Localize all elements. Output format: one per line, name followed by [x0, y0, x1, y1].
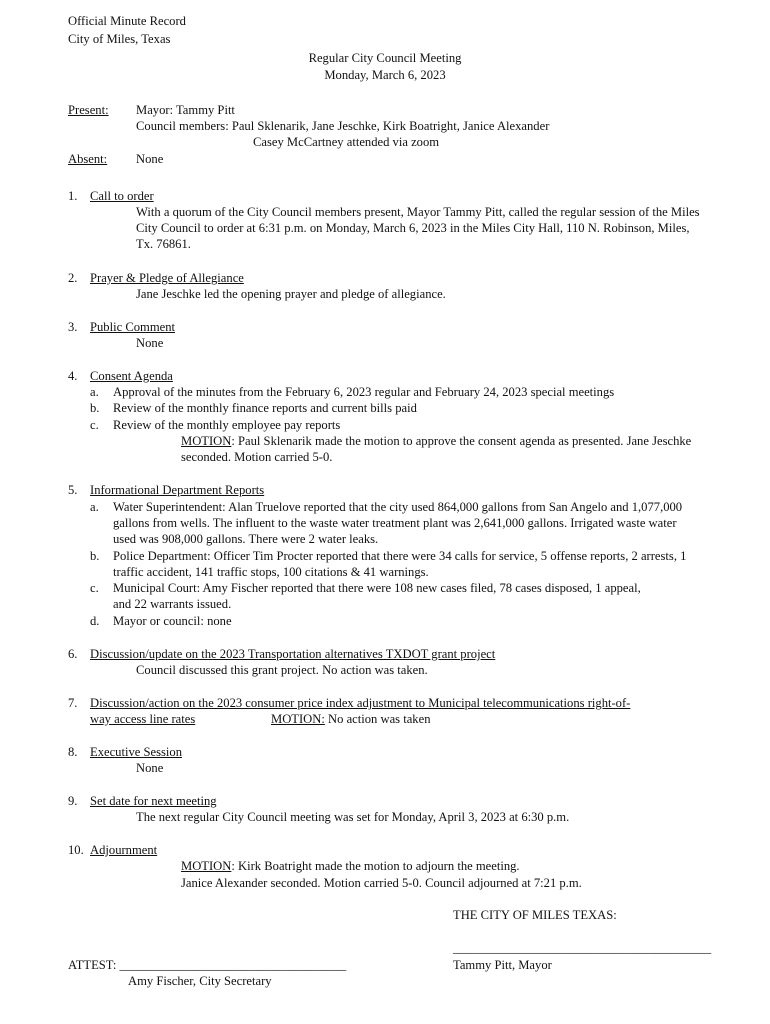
item-title-call-to-order: Call to order: [90, 189, 154, 203]
water-report: Water Superintendent: Alan Truelove reported that the city used 864,000 gallons from San Angelo and 1,077,000 gallons from wells. The influent to the waste water treatment plant was 2,641,000 gallons. Irrigated waste water used was 908,000 gallons. There were 2 water leaks.: [113, 500, 683, 547]
item-title-cpi-adjustment: Discussion/action on the 2023 consumer price index adjustment to Municipal telecommunications right-of-: [90, 696, 631, 710]
item-title-public-comment: Public Comment: [90, 320, 176, 334]
court-report: Municipal Court: Amy Fischer reported that there were 108 new cases filed, 78 cases disposed, 1 appeal, and 22 warrants issued.: [113, 581, 641, 612]
consent-motion: [181, 433, 708, 465]
list-letter: a.: [90, 385, 99, 399]
item-number: 2.: [68, 271, 78, 285]
list-letter: a.: [90, 500, 99, 514]
list-letter: d.: [90, 614, 100, 628]
item-title-prayer: Prayer & Pledge of Allegiance: [90, 271, 244, 285]
council-report: Mayor or council: none: [113, 614, 232, 628]
item-number: 7.: [68, 696, 78, 710]
list-letter: b.: [90, 549, 100, 563]
consent-item-c: Review of the monthly employee pay reports: [113, 418, 341, 432]
item-title-consent-agenda: Consent Agenda: [90, 369, 173, 383]
zoom-attendee: Casey McCartney attended via zoom: [253, 135, 440, 149]
city-signature-heading: THE CITY OF MILES TEXAS:: [453, 908, 617, 922]
item-title-executive-session: Executive Session: [90, 745, 182, 759]
absent-value: None: [136, 152, 164, 166]
item-number: 4.: [68, 369, 78, 383]
motion-text: : Paul Sklenarik made the motion to approve the consent agenda as presented. Jane Jeschke seconded. Motion carried 5-0.: [181, 434, 692, 465]
item-number: 3.: [68, 320, 78, 334]
motion-text: : Kirk Boatright made the motion to adjourn the meeting.: [231, 859, 520, 873]
item-number: 5.: [68, 483, 78, 497]
city-name: City of Miles, Texas: [68, 32, 171, 46]
consent-item-a: Approval of the minutes from the February 6, 2023 regular and February 24, 2023 special meetings: [113, 385, 615, 399]
meeting-title: Regular City Council Meeting: [308, 51, 462, 65]
item-number: 1.: [68, 189, 78, 203]
item-title-next-meeting: Set date for next meeting: [90, 794, 217, 808]
motion-label: MOTION:: [271, 712, 325, 726]
police-report: Police Department: Officer Tim Procter reported that there were 34 calls for service, 5 offense reports, 2 arrests, 1 traffic accident, 141 traffic stops, 100 citations & 41 warnings.: [113, 549, 687, 580]
consent-item-b: Review of the monthly finance reports and current bills paid: [113, 401, 417, 415]
motion-label: MOTION: [181, 434, 232, 448]
cpi-motion: [271, 711, 431, 727]
present-label: Present:: [68, 103, 109, 117]
public-comment-text: None: [136, 336, 164, 350]
item-title-cpi-adjustment-cont: way access line rates: [90, 712, 196, 726]
list-letter: c.: [90, 418, 99, 432]
call-to-order-text: With a quorum of the City Council members present, Mayor Tammy Pitt, called the regular session of the Miles City Council to order at 6:31 p.m. on Monday, March 6, 2023 in the Miles City Hall, 110 N. Robinson, Miles, Tx. 76861.: [136, 205, 700, 252]
secretary-name: Amy Fischer, City Secretary: [128, 974, 272, 988]
mayor-signature-line: _________________________________________: [453, 941, 712, 955]
item-title-txdot-grant: Discussion/update on the 2023 Transportation alternatives TXDOT grant project: [90, 647, 496, 661]
item-title-department-reports: Informational Department Reports: [90, 483, 265, 497]
absent-label: Absent:: [68, 152, 108, 166]
list-letter: c.: [90, 581, 99, 595]
motion-label: MOTION: [181, 859, 232, 873]
txdot-grant-text: Council discussed this grant project. No action was taken.: [136, 663, 428, 677]
mayor-name: Tammy Pitt, Mayor: [453, 958, 552, 972]
record-title: Official Minute Record: [68, 14, 186, 28]
item-number: 8.: [68, 745, 78, 759]
item-title-adjournment: Adjournment: [90, 843, 158, 857]
item-number: 9.: [68, 794, 78, 808]
next-meeting-text: The next regular City Council meeting was set for Monday, April 3, 2023 at 6:30 p.m.: [136, 810, 570, 824]
council-present: Council members: Paul Sklenarik, Jane Jeschke, Kirk Boatright, Janice Alexander: [136, 119, 550, 133]
executive-session-text: None: [136, 761, 164, 775]
prayer-text: Jane Jeschke led the opening prayer and pledge of allegiance.: [136, 287, 446, 301]
attest-line: ATTEST: ____________________________________: [68, 958, 347, 972]
list-letter: b.: [90, 401, 100, 415]
adjournment-second: Janice Alexander seconded. Motion carried 5-0. Council adjourned at 7:21 p.m.: [181, 876, 582, 890]
item-number: 10.: [68, 843, 84, 857]
motion-text: No action was taken: [324, 712, 431, 726]
meeting-date: Monday, March 6, 2023: [324, 68, 446, 82]
item-number: 6.: [68, 647, 78, 661]
mayor-present: Mayor: Tammy Pitt: [136, 103, 235, 117]
adjournment-motion: [181, 858, 520, 874]
